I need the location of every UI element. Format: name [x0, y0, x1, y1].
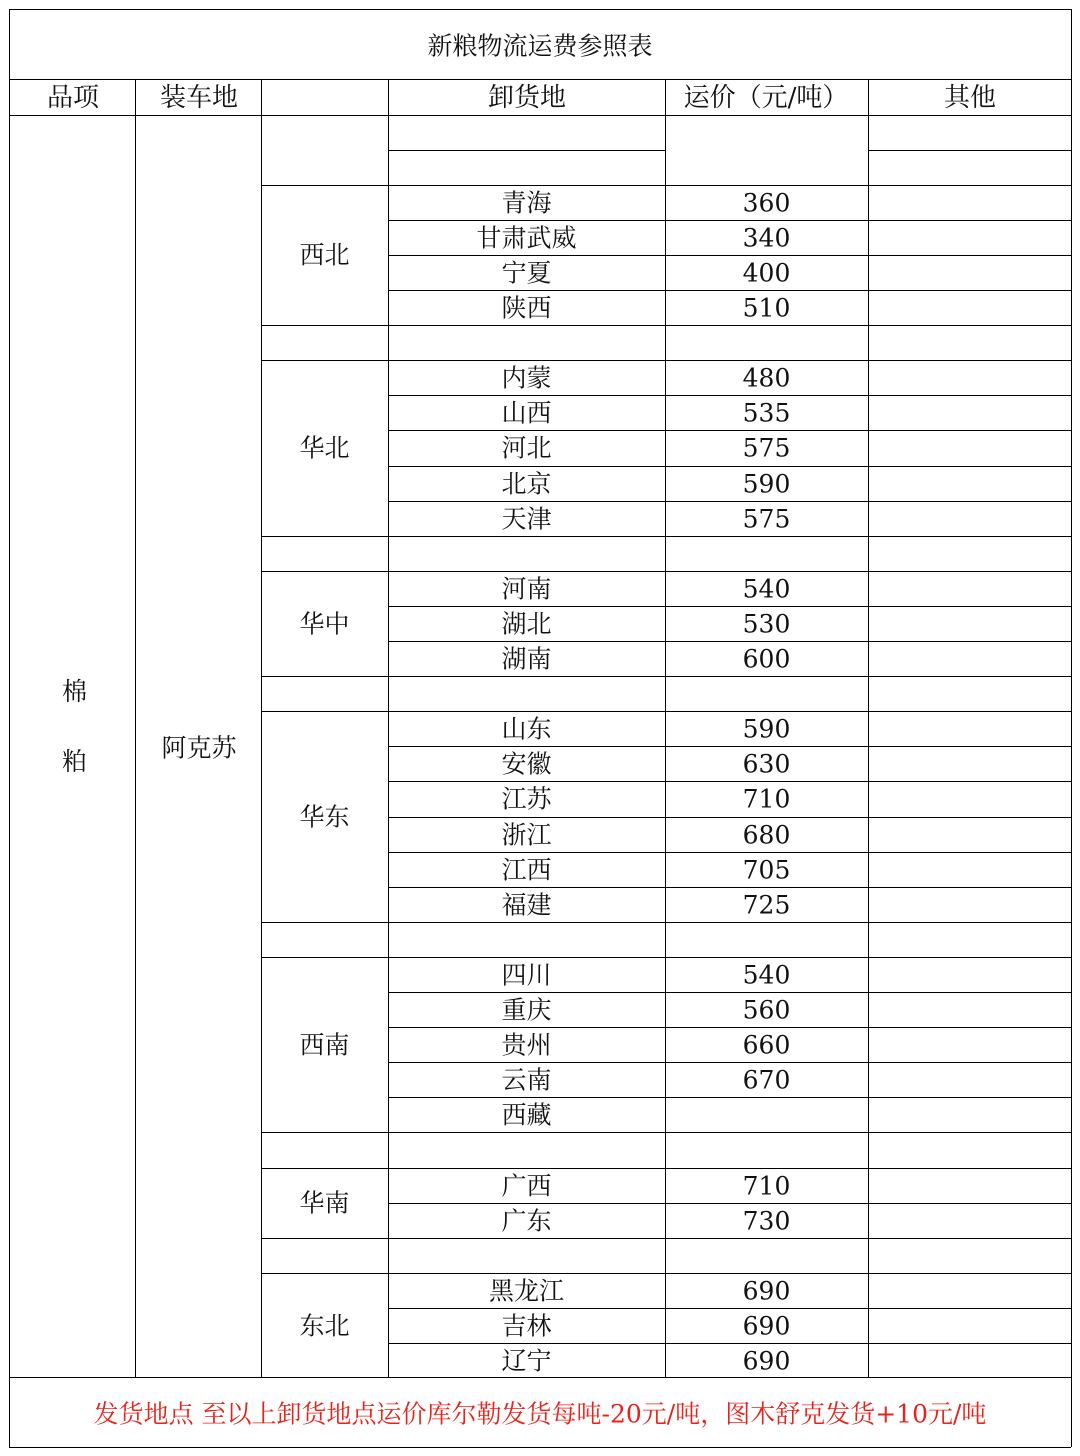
row-line [388, 641, 1071, 642]
header-other: 其他 [943, 83, 997, 113]
price-cell: 660 [742, 1030, 791, 1060]
price-cell: 510 [742, 293, 791, 323]
header-price: 运价（元/吨） [683, 83, 849, 113]
destination-cell: 湖南 [501, 644, 552, 674]
price-cell: 590 [742, 469, 791, 499]
row-line [261, 1132, 1071, 1133]
region-cell: 东北 [299, 1311, 350, 1341]
row-line [388, 255, 1071, 256]
price-cell: 725 [742, 890, 791, 920]
header-divider [9, 115, 1071, 116]
row-line [388, 1062, 1071, 1063]
price-cell: 575 [742, 504, 791, 534]
destination-cell: 陕西 [501, 293, 552, 323]
price-cell: 705 [742, 855, 791, 885]
table-top-border [9, 9, 1071, 10]
header-destination: 卸货地 [487, 83, 567, 113]
title-divider [9, 79, 1071, 80]
destination-cell: 广东 [501, 1206, 552, 1236]
column-divider [261, 79, 262, 1377]
destination-cell: 贵州 [501, 1030, 552, 1060]
row-line [388, 466, 1071, 467]
row-line [388, 430, 1071, 431]
row-line [388, 220, 1071, 221]
destination-cell: 江西 [501, 855, 552, 885]
row-line [388, 887, 1071, 888]
destination-cell: 云南 [501, 1065, 552, 1095]
region-cell: 华北 [299, 433, 350, 463]
row-line [388, 746, 1071, 747]
price-cell: 530 [742, 609, 791, 639]
region-cell: 华中 [299, 609, 350, 639]
row-line [261, 1238, 1071, 1239]
row-line [388, 852, 1071, 853]
destination-cell: 辽宁 [501, 1346, 552, 1376]
column-divider [388, 79, 389, 1377]
origin-name: 阿克苏 [161, 733, 237, 763]
row-line [388, 395, 1071, 396]
destination-cell: 安徽 [501, 749, 552, 779]
row-line [261, 676, 1071, 677]
column-divider [665, 79, 666, 1377]
row-line [261, 571, 1071, 572]
region-cell: 华南 [299, 1188, 350, 1218]
row-line [261, 185, 1071, 186]
row-line [261, 360, 1071, 361]
destination-cell: 福建 [501, 890, 552, 920]
destination-cell: 山东 [501, 714, 552, 744]
destination-cell: 湖北 [501, 609, 552, 639]
row-line [388, 606, 1071, 607]
destination-cell: 内蒙 [501, 363, 552, 393]
column-divider [868, 79, 869, 1377]
row-line [261, 1273, 1071, 1274]
header-origin: 装车地 [159, 83, 239, 113]
destination-cell: 宁夏 [501, 258, 552, 288]
row-line [388, 1097, 1071, 1098]
destination-cell: 吉林 [501, 1311, 552, 1341]
row-line [388, 1027, 1071, 1028]
row-line-faint [388, 150, 665, 151]
price-cell: 540 [742, 960, 791, 990]
region-cell: 西南 [299, 1030, 350, 1060]
price-cell: 540 [742, 574, 791, 604]
price-cell: 400 [742, 258, 791, 288]
header-item: 品项 [46, 83, 100, 113]
destination-cell: 黑龙江 [488, 1276, 565, 1306]
row-line [261, 711, 1071, 712]
row-line [388, 501, 1071, 502]
row-line [261, 536, 1071, 537]
row-line [388, 992, 1071, 993]
destination-cell: 河北 [501, 433, 552, 463]
price-cell: 710 [742, 1171, 791, 1201]
price-cell: 690 [742, 1346, 791, 1376]
destination-cell: 山西 [501, 398, 552, 428]
row-line [388, 290, 1071, 291]
price-cell: 710 [742, 784, 791, 814]
column-divider [135, 79, 136, 1377]
table-left-border [9, 9, 10, 1447]
region-cell: 华东 [299, 802, 350, 832]
price-cell: 480 [742, 363, 791, 393]
row-line [388, 1308, 1071, 1309]
destination-cell: 浙江 [501, 820, 552, 850]
price-cell: 590 [742, 714, 791, 744]
price-cell: 680 [742, 820, 791, 850]
price-cell: 575 [742, 433, 791, 463]
price-cell: 690 [742, 1311, 791, 1341]
price-cell: 670 [742, 1065, 791, 1095]
row-line [388, 781, 1071, 782]
destination-cell: 北京 [501, 469, 552, 499]
region-cell: 西北 [299, 240, 350, 270]
destination-cell: 四川 [501, 960, 552, 990]
destination-cell: 西藏 [501, 1100, 552, 1130]
destination-cell: 重庆 [501, 995, 552, 1025]
price-cell: 340 [742, 223, 791, 253]
row-line [868, 150, 1071, 151]
footer-divider [9, 1377, 1071, 1378]
row-line [261, 922, 1071, 923]
destination-cell: 江苏 [501, 784, 552, 814]
row-line [261, 957, 1071, 958]
destination-cell: 广西 [501, 1171, 552, 1201]
destination-cell: 河南 [501, 574, 552, 604]
row-line [261, 1168, 1071, 1169]
price-cell: 690 [742, 1276, 791, 1306]
destination-cell: 甘肃武威 [476, 223, 577, 253]
table-bottom-border [9, 1447, 1071, 1448]
table-right-border [1071, 9, 1072, 1447]
destination-cell: 天津 [501, 504, 552, 534]
row-line [261, 325, 1071, 326]
footer-note: 发货地点 至以上卸货地点运价库尔勒发货每吨-20元/吨，图木舒克发货+10元/吨 [93, 1399, 987, 1429]
table-title: 新粮物流运费参照表 [427, 31, 653, 61]
price-cell: 630 [742, 749, 791, 779]
product-name: 棉粕 [58, 678, 88, 818]
price-cell: 730 [742, 1206, 791, 1236]
row-line [388, 817, 1071, 818]
price-cell: 560 [742, 995, 791, 1025]
price-cell: 360 [742, 188, 791, 218]
price-cell: 535 [742, 398, 791, 428]
destination-cell: 青海 [501, 188, 552, 218]
row-line [388, 1343, 1071, 1344]
price-cell: 600 [742, 644, 791, 674]
row-line [388, 1203, 1071, 1204]
